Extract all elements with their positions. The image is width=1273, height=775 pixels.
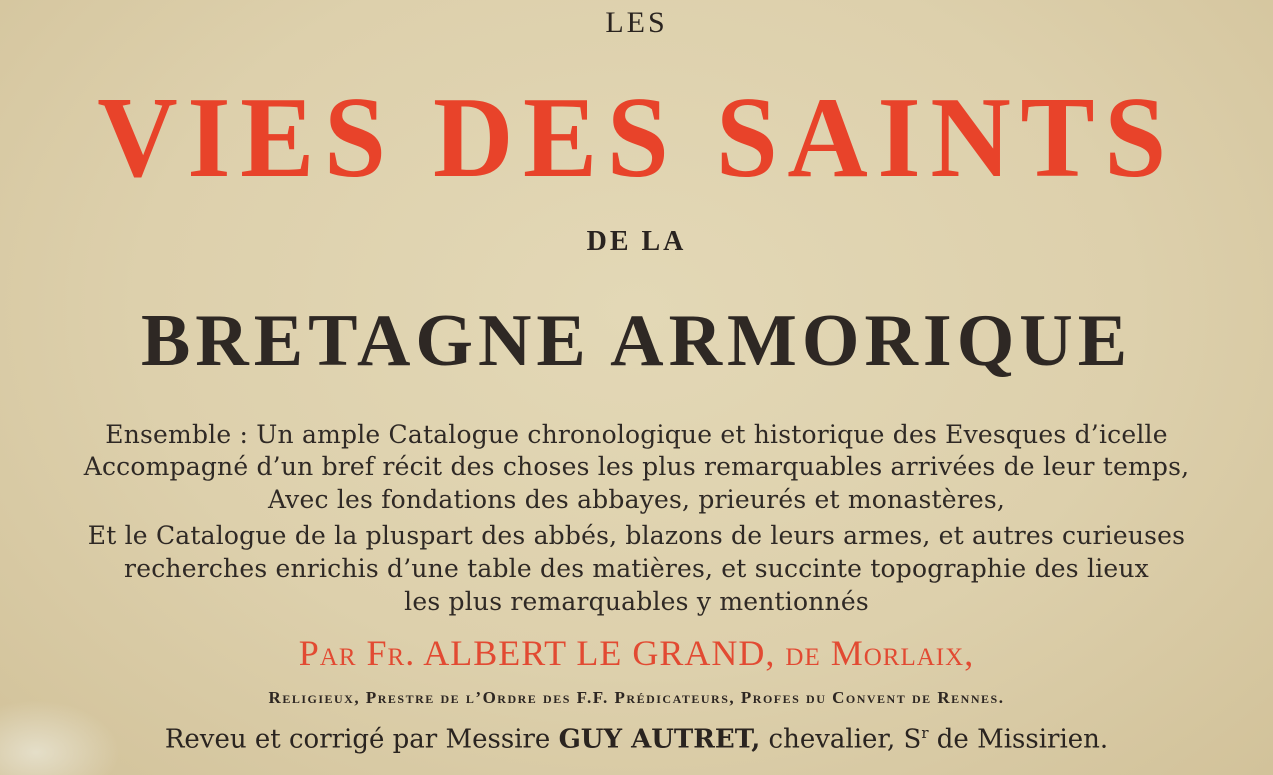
revu-name: GUY AUTRET,	[558, 724, 761, 755]
author-par: Par Fr.	[298, 633, 416, 673]
description-line-4: Et le Catalogue de la pluspart des abbés, blazons de leurs armes, et autres curieuses	[87, 521, 1186, 550]
revu-suffix-1: chevalier, S	[768, 724, 922, 755]
revu-sup: r	[921, 724, 929, 742]
description-line-1: Ensemble : Un ample Catalogue chronologique et historique des Evesques d’icelle	[105, 420, 1168, 449]
description-line-3: Avec les fondations des abbayes, prieurés et monastères,	[267, 485, 1006, 514]
subtitle: BRETAGNE ARMORIQUE	[140, 300, 1133, 382]
title-les: LES	[605, 6, 668, 39]
author-line	[0, 632, 1273, 674]
author-name: ALBERT LE GRAND,	[423, 633, 776, 673]
revu-suffix-2: de Missirien.	[936, 724, 1109, 755]
paper-stain	[0, 700, 120, 775]
main-title: VIES DES SAINTS	[97, 74, 1176, 202]
author-de-morlaix: de Morlaix,	[785, 633, 975, 673]
title-de-la: DE LA	[586, 226, 687, 257]
description-line-5: recherches enrichis d’une table des matières, et succinte topographie des lieux	[124, 554, 1149, 583]
religieux-line: Religieux, Prestre de l’Ordre des F.F. Prédicateurs, Profes du Convent de Rennes.	[268, 688, 1005, 707]
revu-prefix: Reveu et corrigé par Messire	[164, 724, 551, 755]
description-line-2: Accompagné d’un bref récit des choses les plus remarquables arrivées de leur temps,	[83, 452, 1190, 481]
revu-line	[0, 724, 1273, 755]
description-line-6: les plus remarquables y mentionnés	[404, 587, 869, 616]
